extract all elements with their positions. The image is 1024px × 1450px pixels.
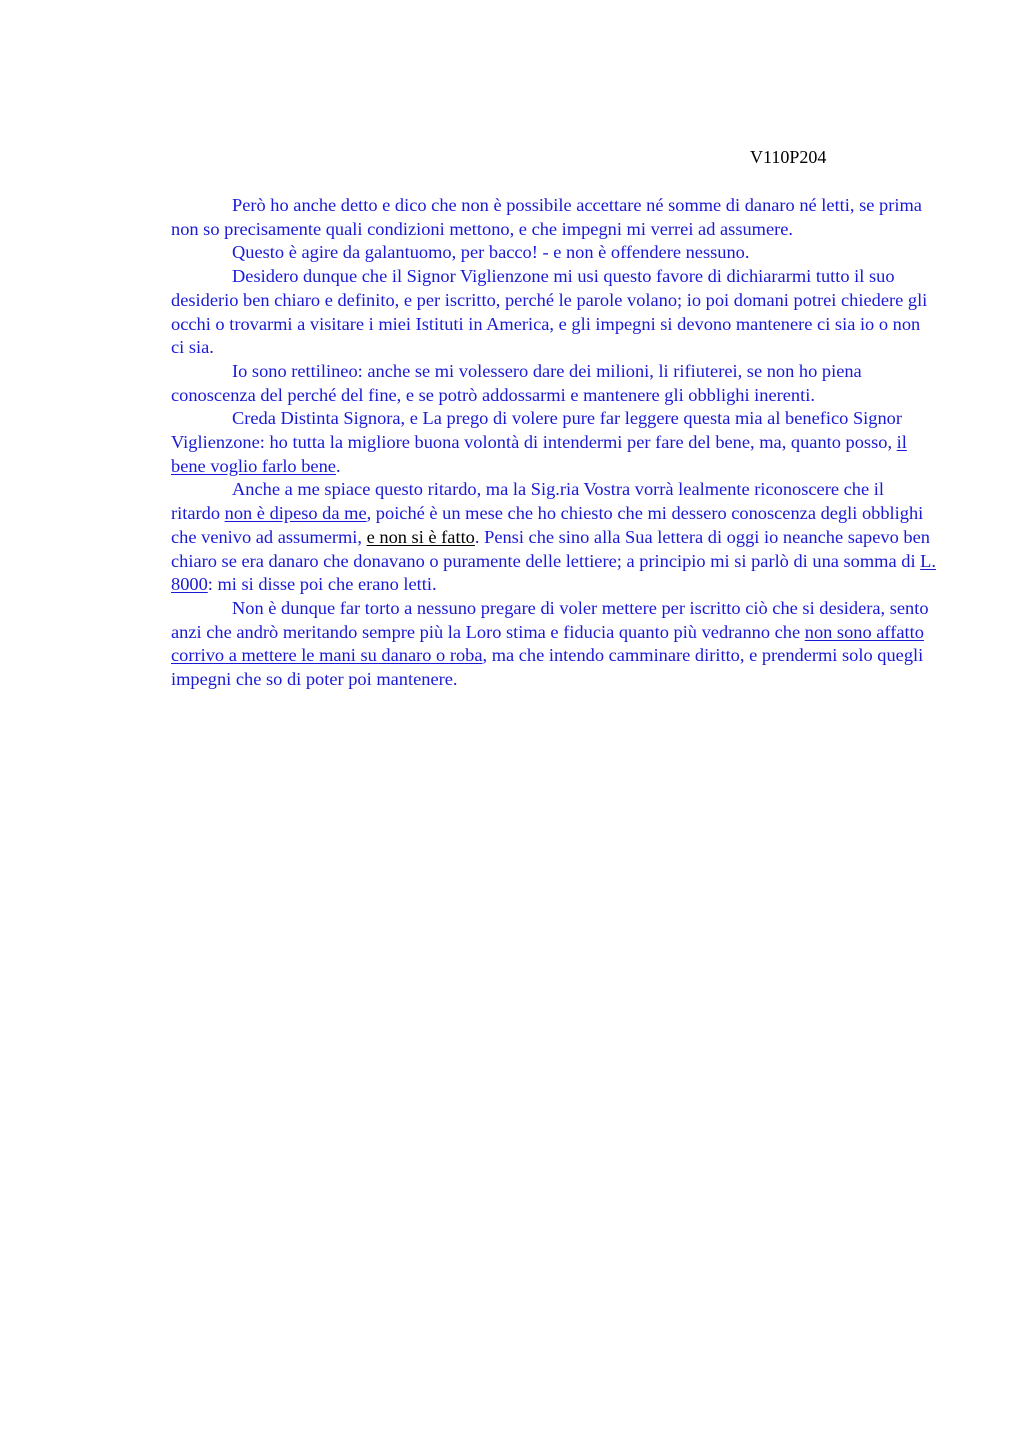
- paragraph-3: [171, 265, 936, 360]
- paragraph-text: .: [335, 455, 341, 476]
- underlined-phrase: non è dipeso da me: [224, 503, 367, 524]
- paragraph-text: Desidero dunque che il Signor Viglienzone mi usi questo favore di dichiararmi tutto il suo desiderio ben chiaro e definito, e per iscritto, perché le parole volano; io poi domani potrei chiedere gli occhi o trovarmi a visitare i miei Istituti in America, e gli impegni si devono mantenere ci sia io o non ci sia.: [171, 266, 928, 358]
- underlined-phrase: non sono affatto corrivo a mettere le mani su danaro o roba: [171, 621, 924, 666]
- paragraph-text: Questo è agire da galantuomo, per bacco! - e non è offendere nessuno.: [232, 242, 750, 263]
- underlined-amount: L. 8000: [171, 550, 936, 595]
- paragraph-text: . Pensi che sino alla Sua lettera di oggi io neanche sapevo ben chiaro se era danaro che donavano o puramente delle lettiere; a principio mi si parlò di una somma di: [171, 526, 930, 571]
- page-code: V110P204: [750, 147, 827, 167]
- underlined-phrase-black: e non si è fatto: [366, 526, 475, 547]
- paragraph-6: [171, 478, 936, 597]
- paragraph-text: : mi si disse poi che erano letti.: [207, 574, 437, 595]
- paragraph-7: [171, 597, 936, 692]
- paragraph-1: [171, 194, 936, 241]
- paragraph-text: Io sono rettilineo: anche se mi volessero dare dei milioni, li rifiuterei, se non ho piena conoscenza del perché del fine, e se potrò addossarmi e mantenere gli obblighi inerenti.: [171, 360, 862, 405]
- underlined-phrase: il bene voglio farlo bene: [171, 432, 907, 476]
- paragraph-4: [171, 360, 936, 407]
- paragraph-2: [171, 241, 936, 265]
- paragraph-text: Però ho anche detto e dico che non è possibile accettare né somme di danaro né letti, se prima non so precisamente quali condizioni mettono, e che impegni mi verrei ad assumere.: [171, 195, 922, 239]
- paragraph-5: [171, 407, 936, 478]
- paragraph-text: , ma che intendo camminare diritto, e prendermi solo quegli impegni che so di poter poi mantenere.: [171, 645, 924, 690]
- paragraph-text: , poiché è un mese che ho chiesto che mi dessero conoscenza degli obblighi che venivo ad assumermi,: [171, 503, 924, 547]
- paragraph-text: Creda Distinta Signora, e La prego di volere pure far leggere questa mia al benefico Signor Viglienzone: ho tutta la migliore buona volontà di intendermi per fare del bene, ma, quanto posso,: [171, 408, 902, 453]
- letter-body: [171, 194, 936, 692]
- paragraph-text: Non è dunque far torto a nessuno pregare di voler mettere per iscritto ciò che si desidera, sento anzi che andrò meritando sempre più la Loro stima e fiducia quanto più vedranno che: [171, 597, 929, 642]
- paragraph-text: Anche a me spiace questo ritardo, ma la Sig.ria Vostra vorrà lealmente riconoscere che il ritardo: [171, 479, 884, 524]
